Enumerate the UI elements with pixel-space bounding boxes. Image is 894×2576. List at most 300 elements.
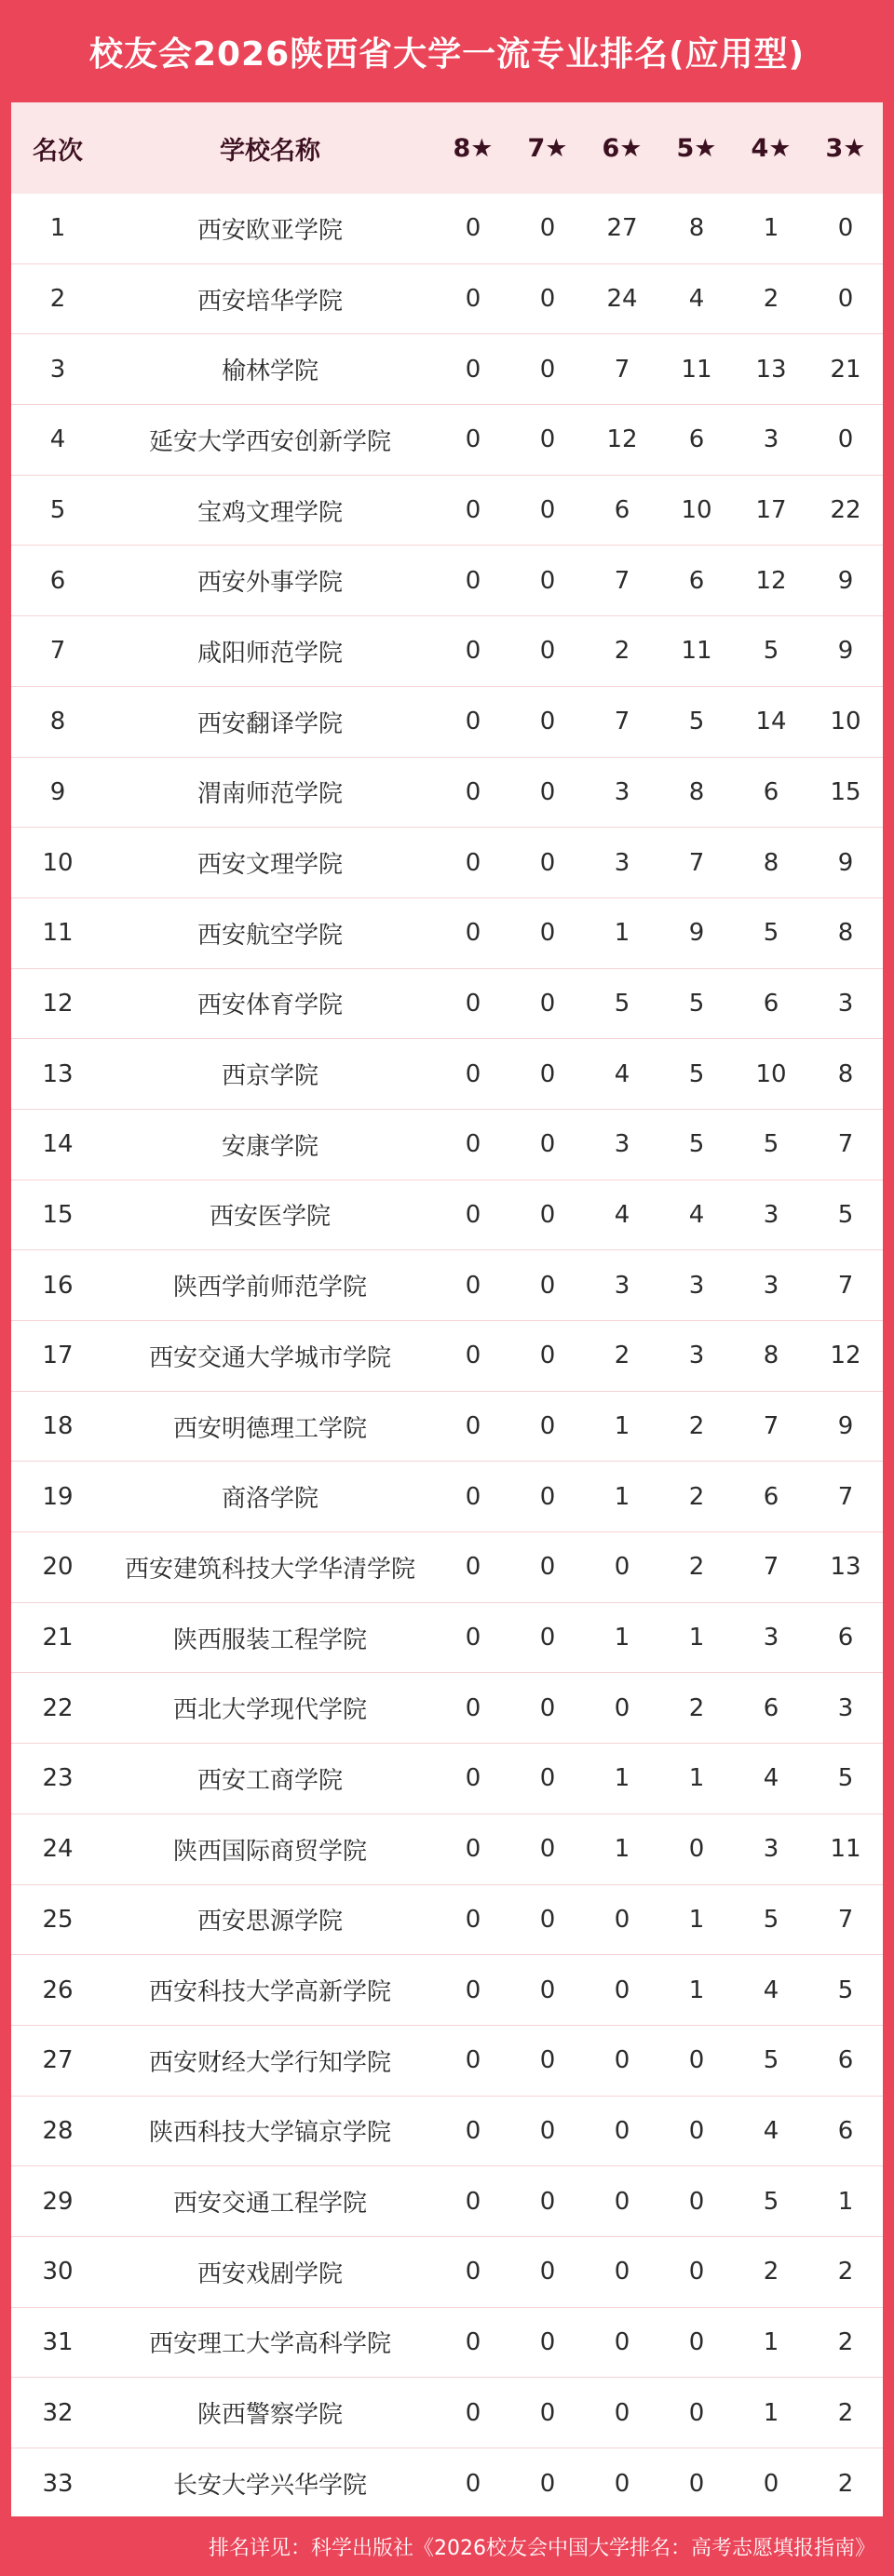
cell-rank: 11 <box>42 919 74 948</box>
table-row <box>11 2026 883 2097</box>
cell-rank: 27 <box>42 2046 74 2075</box>
cell-school: 西安建筑科技大学华清学院 <box>124 1555 415 1584</box>
cell-count-5-star: 2 <box>688 1553 705 1582</box>
cell-count-8-star: 0 <box>465 1059 481 1088</box>
table-row <box>11 2097 883 2167</box>
cell-count-5-star: 2 <box>688 1482 705 1511</box>
header-5-star: 5★ <box>676 133 717 163</box>
cell-count-4-star: 1 <box>763 214 779 243</box>
cell-count-6-star: 0 <box>614 1693 630 1722</box>
cell-count-3-star: 9 <box>837 566 854 595</box>
cell-school: 西安文理学院 <box>196 851 343 880</box>
cell-count-3-star: 0 <box>837 425 854 454</box>
cell-school: 陕西服装工程学院 <box>172 1625 367 1654</box>
cell-rank: 2 <box>49 285 66 314</box>
cell-count-3-star: 1 <box>837 2187 854 2216</box>
cell-count-3-star: 15 <box>830 777 861 806</box>
cell-count-3-star: 7 <box>837 1271 854 1300</box>
table-row <box>11 969 883 1040</box>
cell-count-7-star: 0 <box>539 989 556 1018</box>
cell-count-7-star: 0 <box>539 1905 556 1934</box>
cell-count-4-star: 1 <box>763 2398 779 2427</box>
cell-count-3-star: 22 <box>830 496 861 525</box>
cell-count-3-star: 0 <box>837 214 854 243</box>
cell-count-8-star: 0 <box>465 708 481 736</box>
cell-count-4-star: 6 <box>763 1482 779 1511</box>
cell-school: 渭南师范学院 <box>196 780 343 809</box>
cell-count-4-star: 10 <box>755 1059 787 1088</box>
cell-rank: 13 <box>42 1059 74 1088</box>
table-row <box>11 1885 883 1956</box>
cell-school: 西安科技大学高新学院 <box>148 1978 391 2007</box>
cell-count-5-star: 2 <box>688 1412 705 1441</box>
table-row <box>11 2166 883 2237</box>
cell-count-3-star: 10 <box>830 708 861 736</box>
cell-count-7-star: 0 <box>539 848 556 877</box>
cell-count-6-star: 6 <box>614 496 630 525</box>
cell-count-7-star: 0 <box>539 285 556 314</box>
table-row <box>11 1603 883 1674</box>
cell-count-7-star: 0 <box>539 566 556 595</box>
cell-count-6-star: 4 <box>614 1200 630 1229</box>
cell-count-6-star: 1 <box>614 1835 630 1864</box>
cell-count-5-star: 8 <box>688 777 705 806</box>
cell-count-5-star: 0 <box>688 2398 705 2427</box>
table-row <box>11 1110 883 1180</box>
cell-count-4-star: 8 <box>763 1342 779 1370</box>
cell-count-8-star: 0 <box>465 425 481 454</box>
cell-count-3-star: 2 <box>837 2327 854 2356</box>
cell-count-7-star: 0 <box>539 919 556 948</box>
cell-rank: 12 <box>42 989 74 1018</box>
table-row <box>11 334 883 405</box>
cell-count-3-star: 7 <box>837 1482 854 1511</box>
cell-school: 西安财经大学行知学院 <box>148 2048 391 2077</box>
table-row <box>11 1673 883 1744</box>
cell-school: 商洛学院 <box>221 1485 318 1514</box>
cell-school: 安康学院 <box>221 1132 318 1161</box>
cell-count-8-star: 0 <box>465 2398 481 2427</box>
cell-school: 西安培华学院 <box>196 287 343 316</box>
cell-school: 西安交通工程学院 <box>172 2190 367 2219</box>
cell-count-5-star: 7 <box>688 848 705 877</box>
cell-count-6-star: 0 <box>614 1553 630 1582</box>
cell-count-6-star: 7 <box>614 355 630 384</box>
cell-school: 西安外事学院 <box>196 569 343 598</box>
cell-count-7-star: 0 <box>539 1482 556 1511</box>
cell-count-6-star: 0 <box>614 1905 630 1934</box>
cell-count-3-star: 2 <box>837 2469 854 2498</box>
cell-count-6-star: 3 <box>614 1130 630 1159</box>
cell-count-7-star: 0 <box>539 214 556 243</box>
cell-count-3-star: 7 <box>837 1905 854 1934</box>
cell-count-7-star: 0 <box>539 708 556 736</box>
cell-rank: 31 <box>42 2327 74 2356</box>
cell-rank: 29 <box>42 2187 74 2216</box>
table-row <box>11 1744 883 1814</box>
cell-count-6-star: 0 <box>614 1976 630 2004</box>
cell-count-8-star: 0 <box>465 1342 481 1370</box>
cell-school: 咸阳师范学院 <box>196 639 343 668</box>
cell-count-5-star: 11 <box>681 355 712 384</box>
cell-count-4-star: 0 <box>763 2469 779 2498</box>
cell-count-7-star: 0 <box>539 1553 556 1582</box>
table-row <box>11 2237 883 2308</box>
cell-count-8-star: 0 <box>465 1412 481 1441</box>
cell-count-5-star: 5 <box>688 1059 705 1088</box>
table-row <box>11 2448 883 2519</box>
table-row <box>11 1180 883 1251</box>
cell-count-8-star: 0 <box>465 848 481 877</box>
cell-count-3-star: 9 <box>837 848 854 877</box>
cell-count-4-star: 1 <box>763 2327 779 2356</box>
cell-count-7-star: 0 <box>539 1764 556 1793</box>
cell-count-4-star: 4 <box>763 2116 779 2145</box>
cell-count-5-star: 0 <box>688 2327 705 2356</box>
cell-count-8-star: 0 <box>465 1200 481 1229</box>
cell-count-6-star: 0 <box>614 2327 630 2356</box>
cell-count-7-star: 0 <box>539 1130 556 1159</box>
table-row <box>11 898 883 969</box>
cell-rank: 24 <box>42 1835 74 1864</box>
table-row <box>11 1955 883 2026</box>
cell-rank: 19 <box>42 1482 74 1511</box>
cell-school: 长安大学兴华学院 <box>172 2472 367 2501</box>
cell-count-4-star: 6 <box>763 989 779 1018</box>
cell-count-3-star: 5 <box>837 1200 854 1229</box>
cell-count-6-star: 24 <box>606 285 638 314</box>
cell-count-4-star: 6 <box>763 777 779 806</box>
cell-count-6-star: 3 <box>614 777 630 806</box>
cell-count-4-star: 2 <box>763 285 779 314</box>
cell-count-4-star: 14 <box>755 708 787 736</box>
cell-school: 西安欧亚学院 <box>196 216 343 245</box>
cell-count-3-star: 2 <box>837 2258 854 2286</box>
cell-rank: 26 <box>42 1976 74 2004</box>
cell-count-6-star: 0 <box>614 2046 630 2075</box>
table-header <box>11 102 883 194</box>
cell-count-7-star: 0 <box>539 777 556 806</box>
table-row <box>11 1250 883 1321</box>
table-row <box>11 1532 883 1603</box>
cell-count-3-star: 9 <box>837 637 854 666</box>
cell-count-7-star: 0 <box>539 2469 556 2498</box>
cell-count-8-star: 0 <box>465 2187 481 2216</box>
cell-count-4-star: 4 <box>763 1976 779 2004</box>
cell-count-8-star: 0 <box>465 1835 481 1864</box>
table-row <box>11 687 883 758</box>
cell-school: 西安体育学院 <box>196 991 343 1020</box>
cell-count-5-star: 1 <box>688 1905 705 1934</box>
cell-count-7-star: 0 <box>539 355 556 384</box>
table-row <box>11 1392 883 1463</box>
cell-count-3-star: 8 <box>837 919 854 948</box>
table-row <box>11 1321 883 1392</box>
cell-count-5-star: 5 <box>688 708 705 736</box>
cell-count-5-star: 0 <box>688 1835 705 1864</box>
cell-count-4-star: 5 <box>763 637 779 666</box>
table-row <box>11 616 883 687</box>
cell-school: 西安思源学院 <box>196 1908 343 1936</box>
cell-count-8-star: 0 <box>465 777 481 806</box>
table-row <box>11 405 883 476</box>
cell-rank: 7 <box>49 637 66 666</box>
cell-count-8-star: 0 <box>465 1271 481 1300</box>
cell-count-8-star: 0 <box>465 989 481 1018</box>
cell-rank: 1 <box>49 214 66 243</box>
cell-count-3-star: 2 <box>837 2398 854 2427</box>
cell-school: 陕西警察学院 <box>196 2401 343 2430</box>
table-row <box>11 476 883 546</box>
table-row <box>11 828 883 898</box>
cell-count-3-star: 6 <box>837 2116 854 2145</box>
table-row <box>11 758 883 829</box>
cell-count-8-star: 0 <box>465 1976 481 2004</box>
cell-count-8-star: 0 <box>465 1905 481 1934</box>
cell-rank: 8 <box>49 708 66 736</box>
cell-school: 西北大学现代学院 <box>172 1696 367 1725</box>
cell-count-6-star: 0 <box>614 2258 630 2286</box>
cell-count-5-star: 6 <box>688 425 705 454</box>
cell-count-5-star: 11 <box>681 637 712 666</box>
cell-count-6-star: 27 <box>606 214 638 243</box>
cell-count-4-star: 3 <box>763 1624 779 1652</box>
cell-count-8-star: 0 <box>465 2116 481 2145</box>
cell-count-5-star: 0 <box>688 2046 705 2075</box>
cell-count-6-star: 3 <box>614 1271 630 1300</box>
cell-count-4-star: 3 <box>763 1835 779 1864</box>
table-row <box>11 2378 883 2448</box>
cell-count-4-star: 5 <box>763 919 779 948</box>
cell-count-4-star: 5 <box>763 1130 779 1159</box>
cell-school: 陕西学前师范学院 <box>172 1274 367 1302</box>
cell-count-8-star: 0 <box>465 2469 481 2498</box>
cell-rank: 9 <box>49 777 66 806</box>
cell-count-7-star: 0 <box>539 1271 556 1300</box>
cell-count-6-star: 12 <box>606 425 638 454</box>
cell-count-8-star: 0 <box>465 214 481 243</box>
cell-count-4-star: 5 <box>763 2187 779 2216</box>
cell-count-6-star: 1 <box>614 1624 630 1652</box>
cell-count-8-star: 0 <box>465 285 481 314</box>
cell-count-5-star: 10 <box>681 496 712 525</box>
cell-count-4-star: 6 <box>763 1693 779 1722</box>
cell-count-3-star: 7 <box>837 1130 854 1159</box>
cell-count-5-star: 6 <box>688 566 705 595</box>
cell-count-6-star: 0 <box>614 2469 630 2498</box>
cell-count-3-star: 8 <box>837 1059 854 1088</box>
cell-count-3-star: 5 <box>837 1976 854 2004</box>
cell-count-6-star: 0 <box>614 2187 630 2216</box>
cell-count-4-star: 4 <box>763 1764 779 1793</box>
cell-count-3-star: 11 <box>830 1835 861 1864</box>
cell-rank: 25 <box>42 1905 74 1934</box>
cell-count-5-star: 4 <box>688 285 705 314</box>
cell-count-3-star: 3 <box>837 989 854 1018</box>
cell-school: 陕西科技大学镐京学院 <box>148 2119 391 2148</box>
cell-count-8-star: 0 <box>465 496 481 525</box>
cell-count-6-star: 0 <box>614 2398 630 2427</box>
cell-school: 陕西国际商贸学院 <box>172 1837 367 1866</box>
table-row <box>11 194 883 264</box>
cell-count-6-star: 5 <box>614 989 630 1018</box>
cell-count-7-star: 0 <box>539 1624 556 1652</box>
cell-count-3-star: 6 <box>837 2046 854 2075</box>
table-row <box>11 264 883 335</box>
ranking-table <box>11 102 883 2516</box>
cell-school: 延安大学西安创新学院 <box>148 427 391 456</box>
cell-count-5-star: 3 <box>688 1342 705 1370</box>
header-school: 学校名称 <box>220 136 320 166</box>
cell-count-4-star: 17 <box>755 496 787 525</box>
cell-count-8-star: 0 <box>465 1764 481 1793</box>
cell-count-7-star: 0 <box>539 1693 556 1722</box>
cell-count-7-star: 0 <box>539 2116 556 2145</box>
cell-count-3-star: 12 <box>830 1342 861 1370</box>
cell-school: 西安医学院 <box>209 1203 331 1232</box>
cell-count-8-star: 0 <box>465 566 481 595</box>
cell-count-7-star: 0 <box>539 2258 556 2286</box>
table-row <box>11 2308 883 2379</box>
cell-count-8-star: 0 <box>465 2327 481 2356</box>
cell-school: 西安交通大学城市学院 <box>148 1343 391 1372</box>
cell-count-6-star: 3 <box>614 848 630 877</box>
cell-count-4-star: 13 <box>755 355 787 384</box>
cell-count-6-star: 7 <box>614 708 630 736</box>
cell-rank: 16 <box>42 1271 74 1300</box>
cell-rank: 30 <box>42 2258 74 2286</box>
cell-count-5-star: 1 <box>688 1624 705 1652</box>
table-body <box>11 194 883 2519</box>
cell-count-4-star: 2 <box>763 2258 779 2286</box>
table-row <box>11 1814 883 1885</box>
header-3-star: 3★ <box>825 133 866 163</box>
cell-count-4-star: 5 <box>763 2046 779 2075</box>
cell-count-4-star: 3 <box>763 1271 779 1300</box>
cell-count-8-star: 0 <box>465 1482 481 1511</box>
header-rank: 名次 <box>33 136 83 166</box>
cell-school: 西安翻译学院 <box>196 709 343 738</box>
cell-count-5-star: 0 <box>688 2258 705 2286</box>
cell-count-5-star: 2 <box>688 1693 705 1722</box>
cell-count-3-star: 13 <box>830 1553 861 1582</box>
cell-rank: 17 <box>42 1342 74 1370</box>
cell-count-5-star: 0 <box>688 2116 705 2145</box>
cell-count-8-star: 0 <box>465 355 481 384</box>
cell-school: 西安戏剧学院 <box>196 2259 343 2288</box>
cell-count-7-star: 0 <box>539 1412 556 1441</box>
cell-count-6-star: 1 <box>614 919 630 948</box>
cell-count-3-star: 21 <box>830 355 861 384</box>
cell-count-5-star: 0 <box>688 2469 705 2498</box>
cell-rank: 33 <box>42 2469 74 2498</box>
cell-rank: 4 <box>49 425 66 454</box>
header-6-star: 6★ <box>602 133 643 163</box>
cell-count-4-star: 7 <box>763 1553 779 1582</box>
cell-count-8-star: 0 <box>465 1693 481 1722</box>
cell-rank: 21 <box>42 1624 74 1652</box>
cell-count-8-star: 0 <box>465 919 481 948</box>
cell-school: 西安明德理工学院 <box>172 1414 367 1443</box>
cell-count-5-star: 8 <box>688 214 705 243</box>
source-note: 排名详见：科学出版社《2026校友会中国大学排名：高考志愿填报指南》 <box>209 2536 875 2560</box>
header-7-star: 7★ <box>527 133 568 163</box>
cell-rank: 32 <box>42 2398 74 2427</box>
cell-count-8-star: 0 <box>465 1624 481 1652</box>
cell-count-7-star: 0 <box>539 637 556 666</box>
cell-count-7-star: 0 <box>539 1835 556 1864</box>
cell-count-6-star: 1 <box>614 1412 630 1441</box>
cell-school: 西京学院 <box>221 1062 318 1091</box>
cell-count-7-star: 0 <box>539 2398 556 2427</box>
cell-count-7-star: 0 <box>539 1200 556 1229</box>
table-row <box>11 1039 883 1110</box>
cell-count-7-star: 0 <box>539 1342 556 1370</box>
table-row <box>11 546 883 616</box>
cell-count-7-star: 0 <box>539 2327 556 2356</box>
cell-count-7-star: 0 <box>539 1059 556 1088</box>
cell-count-3-star: 0 <box>837 285 854 314</box>
cell-rank: 18 <box>42 1412 74 1441</box>
cell-count-3-star: 3 <box>837 1693 854 1722</box>
cell-count-6-star: 2 <box>614 637 630 666</box>
header-4-star: 4★ <box>751 133 792 163</box>
cell-count-6-star: 1 <box>614 1482 630 1511</box>
cell-rank: 20 <box>42 1553 74 1582</box>
cell-count-4-star: 3 <box>763 425 779 454</box>
cell-count-4-star: 8 <box>763 848 779 877</box>
cell-count-5-star: 5 <box>688 1130 705 1159</box>
cell-rank: 28 <box>42 2116 74 2145</box>
cell-school: 宝鸡文理学院 <box>196 498 343 527</box>
cell-count-7-star: 0 <box>539 425 556 454</box>
cell-count-5-star: 4 <box>688 1200 705 1229</box>
cell-count-8-star: 0 <box>465 637 481 666</box>
cell-school: 西安航空学院 <box>196 921 343 950</box>
cell-count-7-star: 0 <box>539 2187 556 2216</box>
cell-school: 西安理工大学高科学院 <box>148 2330 391 2359</box>
cell-rank: 3 <box>49 355 66 384</box>
cell-count-6-star: 2 <box>614 1342 630 1370</box>
cell-rank: 10 <box>42 848 74 877</box>
cell-count-7-star: 0 <box>539 1976 556 2004</box>
cell-rank: 23 <box>42 1764 74 1793</box>
cell-count-6-star: 4 <box>614 1059 630 1088</box>
cell-count-7-star: 0 <box>539 2046 556 2075</box>
cell-count-3-star: 6 <box>837 1624 854 1652</box>
cell-count-5-star: 1 <box>688 1976 705 2004</box>
cell-count-5-star: 1 <box>688 1764 705 1793</box>
cell-rank: 22 <box>42 1693 74 1722</box>
cell-count-8-star: 0 <box>465 1553 481 1582</box>
cell-count-4-star: 7 <box>763 1412 779 1441</box>
page-title: 校友会2026陕西省大学一流专业排名(应用型) <box>88 34 806 74</box>
cell-count-8-star: 0 <box>465 2258 481 2286</box>
cell-count-6-star: 0 <box>614 2116 630 2145</box>
cell-count-5-star: 0 <box>688 2187 705 2216</box>
cell-count-6-star: 7 <box>614 566 630 595</box>
table-row <box>11 1462 883 1532</box>
cell-count-4-star: 3 <box>763 1200 779 1229</box>
cell-count-8-star: 0 <box>465 1130 481 1159</box>
cell-rank: 5 <box>49 496 66 525</box>
cell-count-7-star: 0 <box>539 496 556 525</box>
cell-count-4-star: 5 <box>763 1905 779 1934</box>
cell-count-5-star: 5 <box>688 989 705 1018</box>
cell-count-6-star: 1 <box>614 1764 630 1793</box>
header-8-star: 8★ <box>453 133 494 163</box>
cell-rank: 6 <box>49 566 66 595</box>
